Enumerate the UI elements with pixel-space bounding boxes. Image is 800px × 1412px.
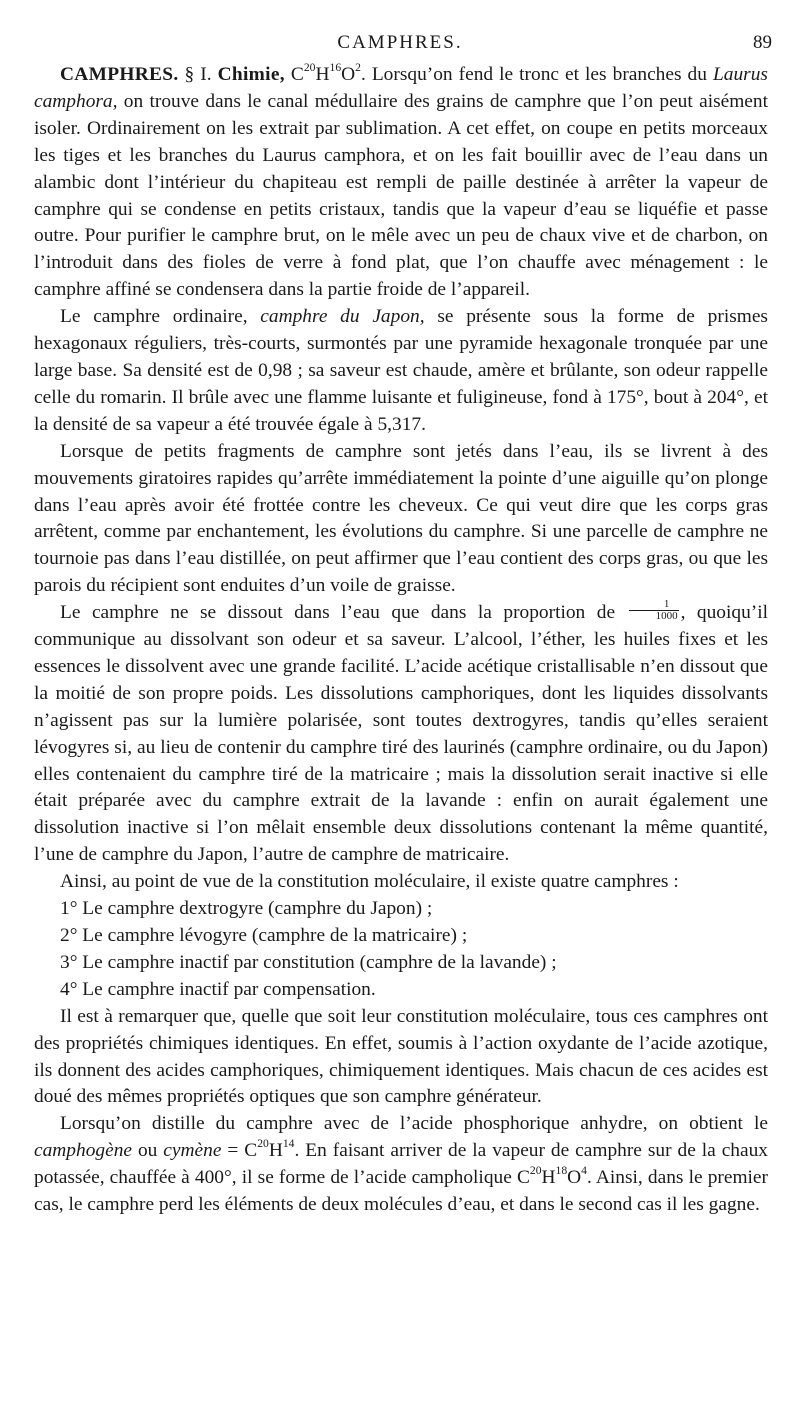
section-title: Chimie, (217, 64, 285, 85)
page-header (0, 32, 800, 60)
fraction-one-thousandth: $\frac{1}{1000}$ (629, 599, 679, 622)
paragraph-3: Lorsque de petits fragments de camphre sont jetés dans l’eau, ils se livrent à des mouvements giratoires rapides qu’arrête immédiatement la pointe d’une aiguille qu’on plonge dans l’eau après avoir été frottée contre les cheveux. Ce qui veut dire que les corps gras arrêtent, comme par enchantement, les évolutions du camphre. Si une parcelle de camphre ne tournoie pas dans l’eau distillée, on peut affirmer que l’eau contient des corps gras, ou que les parois du récipient sont enduites d’un voile de graisse. (34, 440, 768, 597)
paragraph-7: Lorsqu’on distille du camphre avec de l’acide phosphorique anhydre, on obtient le camphogène ou cymène = $C^{20}H^{14}$. En faisant arriver de la vapeur de camphre sur de la chaux potassée, chauffée à 400°, il se forme de l’acide campholique $C^{20}H^{18}O^4$. Ainsi, dans le premier cas, le camphre perd les éléments de deux molécules d’eau, et dans le second cas il les gagne. (34, 1113, 768, 1216)
paragraph-5: Ainsi, au point de vue de la constitution moléculaire, il existe quatre camphres : (60, 871, 679, 893)
running-title: CAMPHRES. (337, 32, 463, 53)
list-item: 2° Le camphre lévogyre (camphre de la matricaire) ; (60, 925, 468, 946)
laurus-camphora: Laurus camphora, (34, 64, 768, 112)
camphor-formula: $C^{20}H^{16}O^2$ (290, 60, 361, 85)
body-text (34, 62, 768, 1219)
cymene-formula: $C^{20}H^{14}$ (244, 1137, 295, 1162)
paragraph-6: Il est à remarquer que, quelle que soit leur constitution moléculaire, tous ces camphres ont des propriétés chimiques identiques. En effet, soumis à l’action oxydante de l’acide azotique, ils donnent des acides camphoriques, chimiquement identiques. Mais chacun de ces acides est doué des mêmes propriétés optiques que son camphre générateur. (34, 1005, 768, 1108)
list-item: 1° Le camphre dextrogyre (camphre du Japon) ; (60, 898, 433, 920)
camphogene: camphogène (34, 1140, 132, 1162)
paragraph-4: Le camphre ne se dissout dans l’eau que dans la proportion de $\frac{1}{1000}$ , quoiqu’il communique au dissolvant son odeur et sa saveur. L’alcool, l’éther, les huiles fixes et les essences le dissolvent avec une grande facilité. L’acide acétique cristallisable n’en dissout que la moitié de son propre poids. Les dissolutions camphoriques, dont les liquides dissolvants n’agissent pas sur la lumière polarisée, sont toutes dextrogyres, tandis qu’elles seraient lévogyres si, au lieu de contenir du camphre tiré des laurinés (camphre ordinaire, ou du Japon) elles contenaient du camphre tiré de la matricaire ; mais la dissolution serait inactive si elle était préparée avec du camphre extrait de la lavande : enfin on aurait également une dissolution inactive si l’on mêlait ensemble deux dissolutions contenant la même quantité, l’une de camphre du Japon, l’autre de camphre de matricaire. (34, 598, 769, 866)
page-number: 89 (753, 32, 772, 53)
paragraph-2: Le camphre ordinaire, camphre du Japon, se présente sous la forme de prismes hexagonaux réguliers, très-courts, surmontés par une pyramide hexagonale tronquée par une large base. Sa densité est de 0,98 ; sa saveur est chaude, amère et brûlante, son odeur rappelle celle du romarin. Il brûle avec une flamme luisante et fuligineuse, fond à 175°, bout à 204°, et la densité de sa vapeur a été trouvée égale à 5,317. (34, 306, 768, 435)
entry-heading: CAMPHRES. (60, 64, 179, 85)
cymene: cymène (163, 1140, 222, 1162)
campholic-acid-formula: $C^{20}H^{18}O^4$ (516, 1163, 587, 1189)
paragraph-1: CAMPHRES. § I. Chimie, $C^{20}H^{16}O^2$. Lorsqu’on fend le tronc et les branches du Laurus camphora, on trouve dans le canal médullaire des grains de camphre que l’on peut aisément isoler. Ordinairement on les extrait par sublimation. A cet effet, on coupe en petits morceaux les tiges et les branches du Laurus camphora, et on les fait bouillir avec de l’eau dans un alambic dont l’intérieur du chapiteau est rempli de paille destinée à arrêter la vapeur de camphre qui se condense en petits cristaux, tandis que la vapeur d’eau se liquéfie et passe outre. Pour purifier le camphre brut, on le mêle avec un peu de chaux vive et de charbon, on l’introduit dans des fioles de verre à fond plat, que l’on chauffe avec ménagement : le camphre affiné se condensera dans la partie froide de l’appareil. (34, 60, 768, 301)
list-item: 3° Le camphre inactif par constitution (camphre de la lavande) ; (60, 951, 557, 973)
section-number: § I. (184, 64, 212, 85)
list-item: 4° Le camphre inactif par compensation. (60, 978, 376, 1000)
camphre-du-japon: camphre du Japon, (260, 306, 425, 328)
